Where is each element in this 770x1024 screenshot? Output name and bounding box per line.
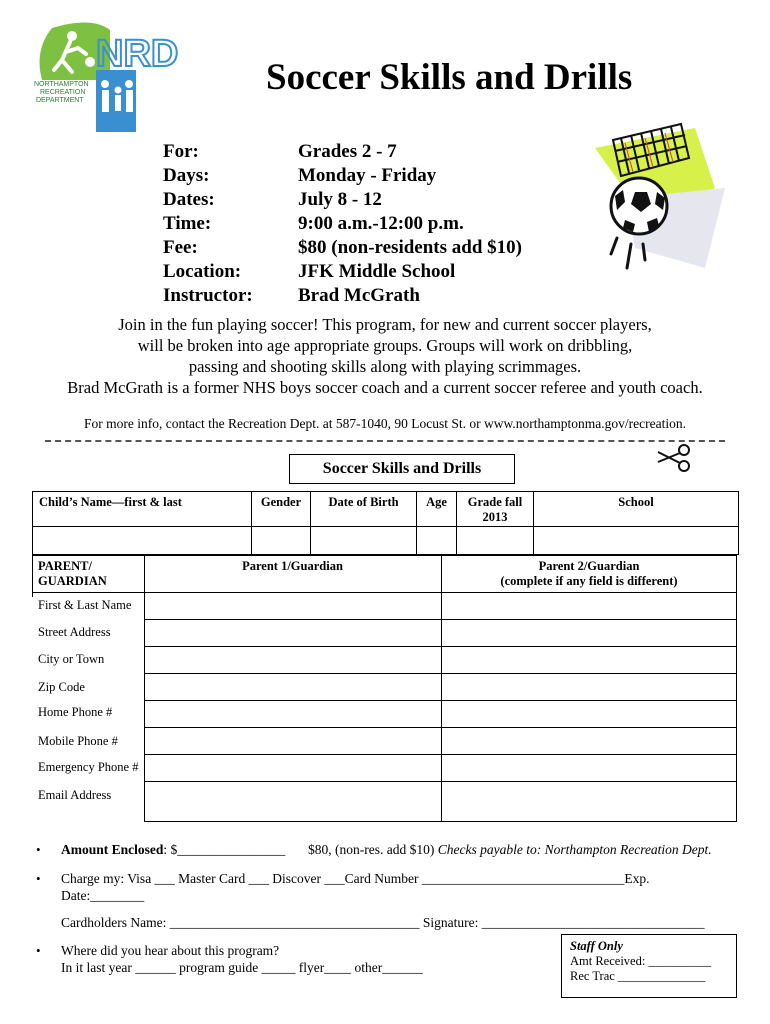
parent2-street-field[interactable] — [443, 621, 735, 645]
table-line — [144, 673, 737, 674]
row-label-first-last-name: First & Last Name — [38, 598, 132, 612]
description-line: passing and shooting skills along with playing scrimmages. — [188, 357, 582, 376]
table-line — [144, 619, 737, 620]
table-line — [144, 754, 737, 755]
row-label-home-phone: Home Phone # — [38, 705, 113, 719]
table-line — [32, 592, 737, 593]
grade-field[interactable] — [458, 527, 533, 554]
info-value-instructor: Brad McGrath — [298, 285, 420, 306]
soccer-clipart-icon — [585, 118, 725, 278]
contact-info: For more info, contact the Recreation Dept. at 587-1040, 90 Locust St. or www.northamptonma.gov/recreation. — [84, 416, 686, 431]
parent1-mobile-phone-field[interactable] — [146, 729, 440, 753]
info-label-fee: Fee: — [163, 237, 198, 258]
expiry-date-line[interactable]: Date:________ — [61, 888, 145, 903]
amount-enclosed-label: Amount Enclosed — [61, 842, 164, 857]
form-title: Soccer Skills and Drills — [289, 454, 515, 484]
gender-field[interactable] — [253, 527, 310, 554]
info-value-location: JFK Middle School — [298, 261, 456, 282]
amount-enclosed-line — [61, 842, 285, 858]
staff-only-title: Staff Only — [570, 939, 623, 953]
table-line — [144, 700, 737, 701]
info-label-location: Location: — [163, 261, 242, 282]
age-header: Age — [417, 492, 457, 554]
bullet: • — [36, 871, 41, 886]
child-name-field[interactable] — [33, 527, 251, 554]
staff-only-box — [561, 934, 737, 998]
table-line — [144, 727, 737, 728]
dob-field[interactable] — [312, 527, 416, 554]
page-title: Soccer Skills and Drills — [266, 57, 633, 98]
info-label-dates: Dates: — [163, 189, 215, 210]
parent1-email-field[interactable] — [146, 783, 440, 820]
logo-line2: RECREATION — [40, 89, 86, 96]
scissors-icon — [654, 442, 694, 474]
cut-line — [45, 440, 725, 442]
age-field[interactable] — [418, 527, 456, 554]
info-value-time: 9:00 a.m.-12:00 p.m. — [298, 213, 464, 234]
hear-about-question: Where did you hear about this program? — [61, 943, 280, 958]
amount-fee: $80, (non-res. add $10) — [308, 842, 435, 857]
program-description — [30, 314, 740, 398]
logo-line1: NORTHAMPTON — [34, 81, 89, 88]
info-label-time: Time: — [163, 213, 212, 234]
parent2-home-phone-field[interactable] — [443, 702, 735, 726]
grade-header-line1: Grade fall — [467, 495, 523, 509]
parent2-header — [441, 559, 737, 589]
table-line — [32, 555, 33, 597]
rec-trac-field[interactable]: Rec Trac ______________ — [570, 969, 706, 983]
charge-line[interactable]: Charge my: Visa ___ Master Card ___ Discover ___Card Number ______________________________Exp. — [61, 871, 650, 886]
grade-header-line2: 2013 — [482, 510, 508, 524]
school-header: School — [618, 495, 654, 509]
logo-line3: DEPARTMENT — [36, 97, 84, 104]
gender-header: Gender — [252, 492, 311, 554]
parent2-header-line2: (complete if any field is different) — [500, 574, 678, 588]
parent1-street-field[interactable] — [146, 621, 440, 645]
parent-header-line1: PARENT/ — [38, 559, 92, 573]
parent2-zip-field[interactable] — [443, 675, 735, 699]
info-value-for: Grades 2 - 7 — [298, 141, 397, 162]
row-label-email: Email Address — [38, 788, 112, 802]
checks-payable: Checks payable to: Northampton Recreation Dept. — [437, 842, 712, 857]
table-line — [144, 646, 737, 647]
parent1-city-field[interactable] — [146, 648, 440, 672]
parent1-emergency-phone-field[interactable] — [146, 756, 440, 780]
row-label-mobile-phone: Mobile Phone # — [38, 734, 118, 748]
parent-guardian-header — [38, 559, 107, 589]
parent2-mobile-phone-field[interactable] — [443, 729, 735, 753]
amount-fee-line — [308, 842, 712, 858]
table-line — [144, 781, 737, 782]
logo-letters: NRD — [96, 33, 179, 75]
parent1-zip-field[interactable] — [146, 675, 440, 699]
bullet: • — [36, 943, 41, 958]
description-line: Join in the fun playing soccer! This program, for new and current soccer players, — [118, 315, 652, 334]
nrd-logo — [32, 20, 182, 132]
child-info-table — [32, 491, 739, 555]
amount-enclosed-field[interactable]: : $________________ — [163, 842, 286, 857]
description-line: Brad McGrath is a former NHS boys soccer coach and a current soccer referee and youth coach. — [67, 378, 703, 397]
hear-about-options[interactable]: In it last year ______ program guide _____ flyer____ other______ — [61, 960, 423, 975]
dob-header: Date of Birth — [311, 492, 417, 554]
amount-received-field[interactable]: Amt Received: __________ — [570, 954, 711, 968]
school-field[interactable] — [535, 527, 737, 554]
parent2-email-field[interactable] — [443, 783, 735, 820]
parent2-city-field[interactable] — [443, 648, 735, 672]
parent1-name-field[interactable] — [146, 594, 440, 618]
info-label-for: For: — [163, 141, 199, 162]
child-name-header: Child’s Name—first & last — [33, 492, 252, 554]
parent-guardian-table — [32, 555, 737, 822]
info-label-days: Days: — [163, 165, 210, 186]
parent1-header: Parent 1/Guardian — [242, 559, 343, 573]
info-value-fee: $80 (non-residents add $10) — [298, 237, 522, 258]
info-value-dates: July 8 - 12 — [298, 189, 382, 210]
parent2-header-line1: Parent 2/Guardian — [538, 559, 640, 573]
info-value-days: Monday - Friday — [298, 165, 437, 186]
parent2-name-field[interactable] — [443, 594, 735, 618]
row-label-street-address: Street Address — [38, 625, 111, 639]
parent1-home-phone-field[interactable] — [146, 702, 440, 726]
parent-header-line2: GUARDIAN — [38, 574, 107, 588]
table-line — [32, 555, 737, 556]
row-label-zip-code: Zip Code — [38, 680, 85, 694]
description-line: will be broken into age appropriate groups. Groups will work on dribbling, — [137, 336, 633, 355]
cardholder-signature-line[interactable]: Cardholders Name: _____________________________________ Signature: _________________________________ — [61, 915, 705, 930]
row-label-city-town: City or Town — [38, 652, 105, 666]
bullet: • — [36, 842, 41, 857]
row-label-emergency-phone: Emergency Phone # — [38, 760, 139, 774]
info-label-instructor: Instructor: — [163, 285, 253, 306]
parent2-emergency-phone-field[interactable] — [443, 756, 735, 780]
table-line — [144, 821, 737, 822]
